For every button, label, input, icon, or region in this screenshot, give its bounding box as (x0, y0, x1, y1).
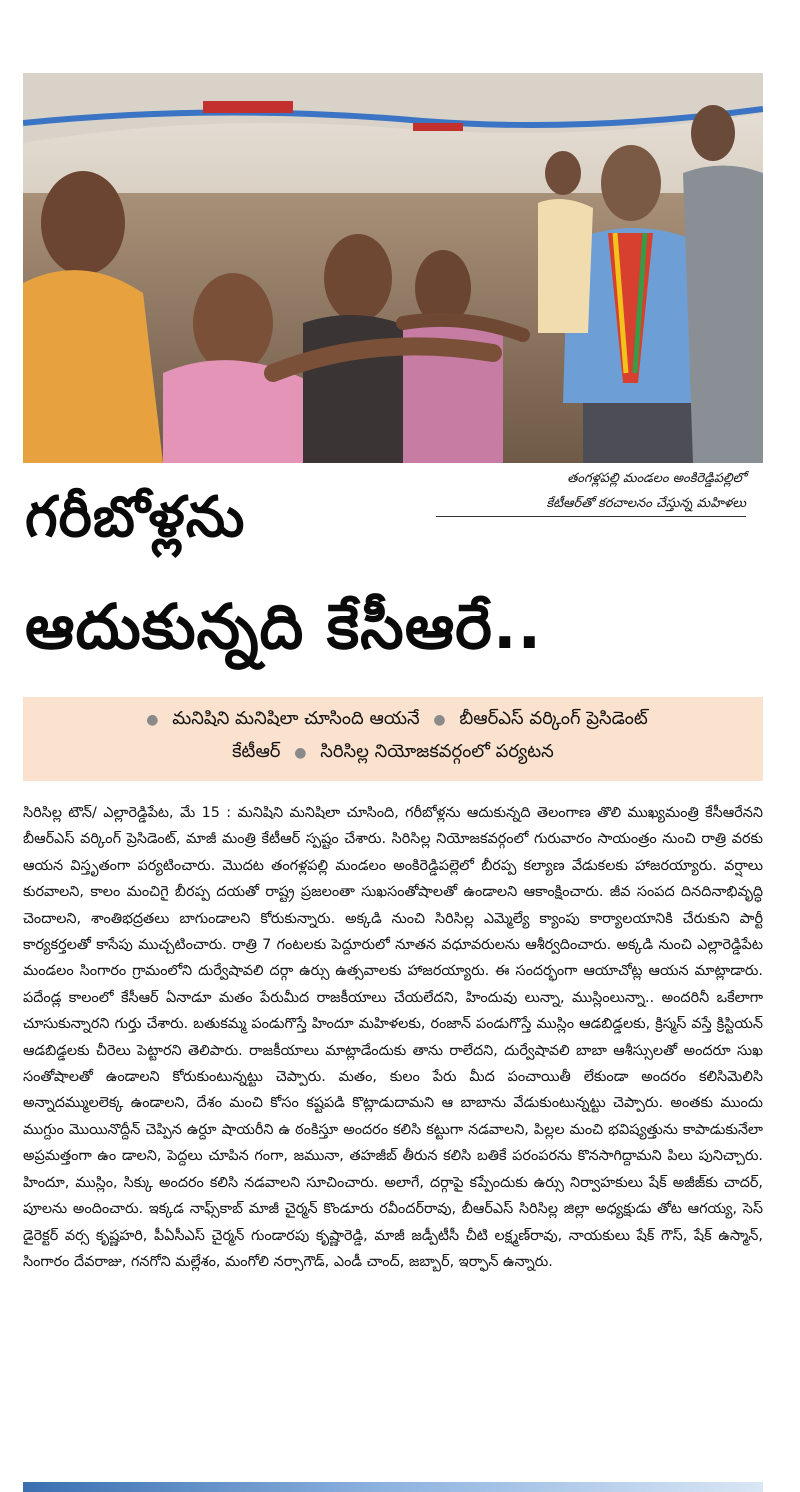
headline-line-2: ఆదుకున్నది కేసీఆరే.. (25, 590, 543, 663)
article-body (23, 800, 763, 1470)
bullet-icon: ● (294, 745, 307, 761)
highlights-box (23, 697, 763, 781)
highlight-item-2a: బీఆర్‌ఎస్‌ వర్కింగ్‌ ప్రెసిడెంట్‌ (459, 708, 648, 729)
highlight-item-3: సిరిసిల్ల నియోజకవర్గంలో పర్యటన (320, 741, 554, 762)
headline-line-1: గరీబోళ్లను (25, 485, 246, 550)
highlight-item-1: మనిషిని మనిషిలా చూసింది ఆయనే (172, 708, 420, 729)
caption-line-1: తంగళ్లపల్లి మండలం అంకిరెడ్డిపల్లిలో (567, 471, 746, 486)
rally-crowd-photo-icon (23, 73, 763, 463)
bullet-icon: ● (146, 712, 159, 728)
highlights-row-2 (23, 736, 763, 769)
article-dateline: సిరిసిల్ల టౌన్‌/ ఎల్లారెడ్డిపేట, మే 15 : (23, 805, 232, 821)
next-photo-strip (23, 1482, 763, 1492)
article-text: మనిషిని మనిషిలా చూసింది, గరీబోళ్లను ఆదుకున్నది తెలంగాణ తొలి ముఖ్యమంత్రి కేసీఆరేనని బీఆర్‌ఎస్‌ వర్కింగ్‌ ప్రెసిడెంట్‌, మాజీ మంత్రి కేటీఆర్‌ స్పష్టం చేశారు. సిరిసిల్ల నియోజకవర్గంలో గురువారం సాయంత్రం నుంచి రాత్రి వరకు ఆయన విస్తృతంగా పర్యటించారు. మొదట తంగళ్లపల్లి మండలం అంకిరెడ్డిపల్లెలో బీరప్ప కల్యాణ వేడుకలకు హాజరయ్యారు. వర్షాలు కురవాలని, కాలం మంచిగై బీరప్ప దయతో రాష్ట్ర ప్రజలంతా సుఖసంతోషాలతో ఉండాలని ఆకాంక్షించారు. జీవ సంపద దినదినాభివృద్ధి చెందాలని, శాంతిభద్రతలు బాగుండాలని కోరుకున్నారు. అక్కడి నుంచి సిరిసిల్ల ఎమ్మెల్యే క్యాంపు కార్యాలయానికి చేరుకుని పార్టీ కార్యకర్తలతో కాసేపు ముచ్చటించారు. రాత్రి 7 గంటలకు పెద్దూరులో నూతన వధూవరులను ఆశీర్వదించారు. అక్కడి నుంచి ఎల్లారెడ్డిపేట మండలం సింగారం గ్రామంలోని దుర్వేషావలి దర్గా ఉర్సు ఉత్సవాలకు హాజరయ్యారు. ఈ సందర్భంగా ఆయాచోట్ల ఆయన మాట్లాడారు. పదేండ్ల కాలంలో కేసీఆర్‌ ఏనాడూ మతం పేరుమీద రాజకీయాలు చేయలేదని, హిందువు లున్నా, ముస్లింలున్నా.. అందరినీ ఒకేలాగా చూసుకున్నారని గుర్తు చేశారు. బతుకమ్మ పండుగొస్తే హిందూ మహిళలకు, రంజాన్‌ పండుగొస్తే ముస్లిం ఆడబిడ్డలకు, క్రిస్మస్‌ వస్తే క్రిస్టియన్‌ ఆడబిడ్డలకు చీరెలు పెట్టారని తెలిపారు. రాజకీయాలు మాట్లాడేందుకు తాను రాలేదని, దుర్వేషావలి బాబా ఆశీస్సులతో అందరూ సుఖ సంతోషాలతో ఉండాలని కోరుకుంటున్నట్టు చెప్పారు. మతం, కులం పేరు మీద పంచాయితీ లేకుండా అందరం కలిసిమెలిసి అన్నాదమ్ములలెక్క ఉండాలని, దేశం మంచి కోసం కష్టపడి కొట్లాడుదామని ఆ బాబాను వేడుకుంటున్నట్టు చెప్పారు. అంతకు ముందు ముగ్దుం మొయినొద్దీన్‌ చెప్పిన ఉర్దూ షాయరీని ఉ ఠంకిస్తూ అందరం కలిసి కట్టుగా నడవాలని, పిల్లల మంచి భవిష్యత్తును కాపాడుకునేలా అప్రమత్తంగా ఉం డాలని, పెద్దలు చూపిన గంగా, జమునా, తహజీబ్‌ తీరున కలిసి బతికే పరంపరను కొనసాగిద్దామని పిలు పునిచ్చారు. హిందూ, ముస్లిం, సిక్కు అందరం కలిసి నడవాలని సూచించారు. అలాగే, దర్గాపై కప్పేందుకు ఉర్సు నిర్వాహకులు షేక్‌ అజీజ్‌కు చాదర్‌, పూలను అందించారు. ఇక్కడ నాఫ్స్‌కాబ్‌ మాజీ చైర్మన్‌ కొండూరు రవీందర్‌రావు, బీఆర్‌ఎస్‌ సిరిసిల్ల జిల్లా అధ్యక్షుడు తోట ఆగయ్య, సెస్‌ డైరెక్టర్‌ వర్స కృష్ణహరి, పీఏసీఎస్‌ చైర్మన్‌ గుండారపు కృష్ణారెడ్డి, మాజీ జడ్పీటీసీ చీటి లక్ష్మణ్‌రావు, నాయకులు షేక్‌ గౌస్‌, షేక్‌ ఉస్మాన్‌, సింగారం దేవరాజు, గనగోని మల్లేశం, మంగోలి నర్సాగౌడ్‌, ఎండీ చాంద్‌, జబ్బార్‌, ఇర్ఫాన్‌ ఉన్నారు. (23, 805, 763, 1270)
news-photo (23, 73, 763, 463)
bullet-icon: ● (433, 712, 446, 728)
caption-line-2: కేటీఆర్‌తో కరచాలనం చేస్తున్న మహిళలు (436, 491, 746, 517)
highlights-row-1 (23, 703, 763, 736)
highlight-item-2b: కేటీఆర్‌ (232, 741, 281, 762)
